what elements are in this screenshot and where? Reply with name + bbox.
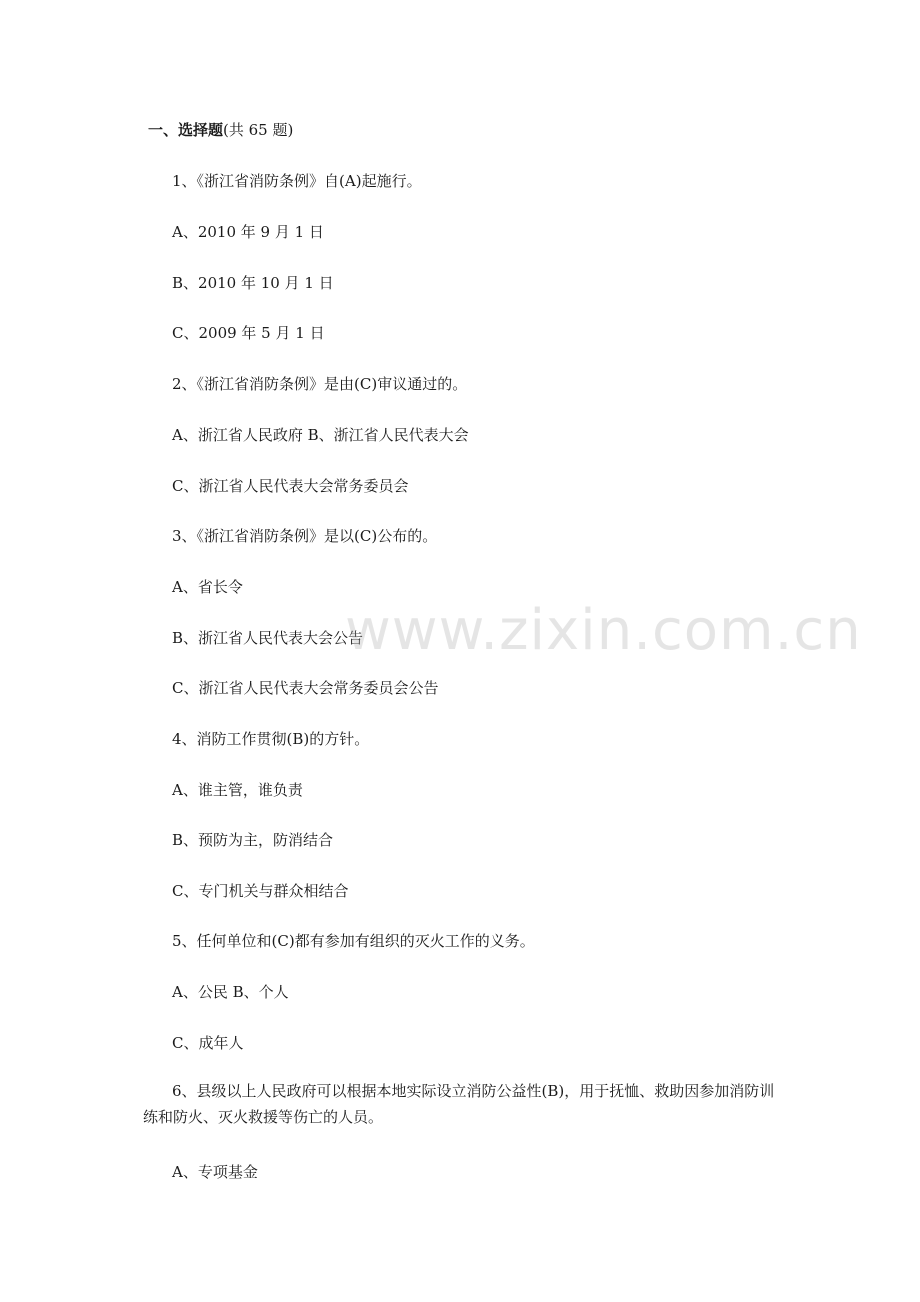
watermark: www.zixin.com.cn: [345, 598, 862, 663]
question-4: 4、消防工作贯彻(B)的方针。: [172, 730, 370, 748]
question-3-option-b: B、浙江省人民代表大会公告: [172, 629, 364, 647]
question-5-options-ab: A、公民 B、个人: [172, 983, 289, 1001]
question-4-option-a: A、谁主管，谁负责: [172, 781, 303, 799]
question-4-option-c: C、专门机关与群众相结合: [172, 882, 349, 900]
section-heading: [148, 120, 293, 140]
question-4-option-b: B、预防为主，防消结合: [172, 831, 334, 849]
question-1-option-c: C、2009 年 5 月 1 日: [172, 324, 325, 342]
question-6-option-a: A、专项基金: [172, 1163, 258, 1181]
question-5-option-c: C、成年人: [172, 1034, 244, 1052]
question-1-option-b: B、2010 年 10 月 1 日: [172, 274, 334, 292]
question-2-option-c: C、浙江省人民代表大会常务委员会: [172, 477, 409, 495]
question-2-options-ab: A、浙江省人民政府 B、浙江省人民代表大会: [172, 426, 469, 444]
section-heading-label: 一、选择题: [148, 121, 224, 139]
question-1-option-a: A、2010 年 9 月 1 日: [172, 223, 324, 241]
question-3-option-a: A、省长令: [172, 578, 243, 596]
section-heading-count: (共 65 题): [223, 121, 294, 139]
question-3-option-c: C、浙江省人民代表大会常务委员会公告: [172, 679, 439, 697]
question-1: 1、《浙江省消防条例》自(A)起施行。: [172, 172, 422, 190]
question-5: 5、任何单位和(C)都有参加有组织的灭火工作的义务。: [172, 932, 535, 950]
question-6: 6、县级以上人民政府可以根据本地实际设立消防公益性(B)，用于抚恤、救助因参加消防训练和防火、灭火救援等伤亡的人员。: [143, 1082, 775, 1126]
question-3: 3、《浙江省消防条例》是以(C)公布的。: [172, 527, 438, 545]
question-2: 2、《浙江省消防条例》是由(C)审议通过的。: [172, 375, 468, 393]
